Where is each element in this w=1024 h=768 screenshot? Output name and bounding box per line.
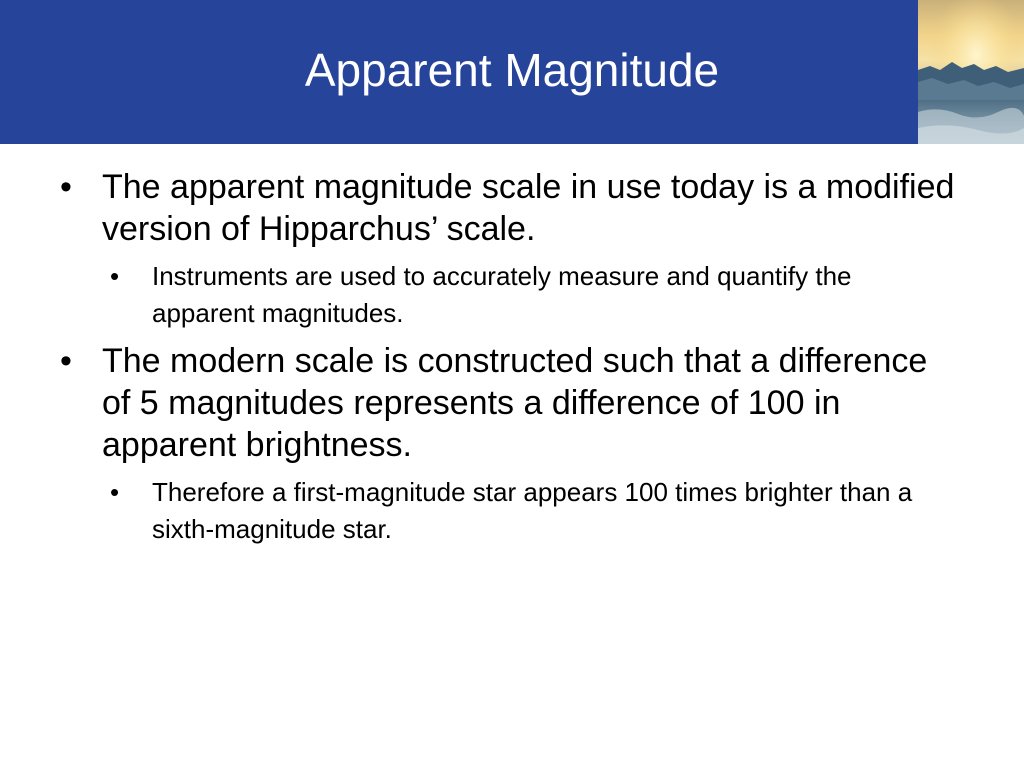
bullet-list	[60, 166, 960, 556]
page-title-text: Apparent Magnitude	[304, 44, 720, 96]
bullet-item	[60, 166, 960, 250]
sub-bullet-glyph: •	[110, 477, 120, 507]
bullet-glyph: •	[60, 342, 72, 380]
sub-bullet-text: Therefore a first-magnitude star appears 100 times brighter than a sixth-magnitude star.	[152, 477, 913, 544]
bullet-text: The modern scale is constructed such that a difference of 5 magnitudes represents a difference of 100 in apparent brightness.	[102, 342, 928, 464]
bullet-item	[60, 340, 960, 466]
sub-bullet-item	[110, 258, 960, 332]
bullet-glyph: •	[60, 168, 72, 206]
sub-bullet-item	[110, 474, 960, 548]
page-title	[0, 0, 1024, 142]
sub-bullet-text: Instruments are used to accurately measure and quantify the apparent magnitudes.	[152, 261, 852, 328]
bullet-text: The apparent magnitude scale in use today is a modified version of Hipparchus’ scale.	[102, 168, 955, 248]
sub-bullet-glyph: •	[110, 261, 120, 291]
